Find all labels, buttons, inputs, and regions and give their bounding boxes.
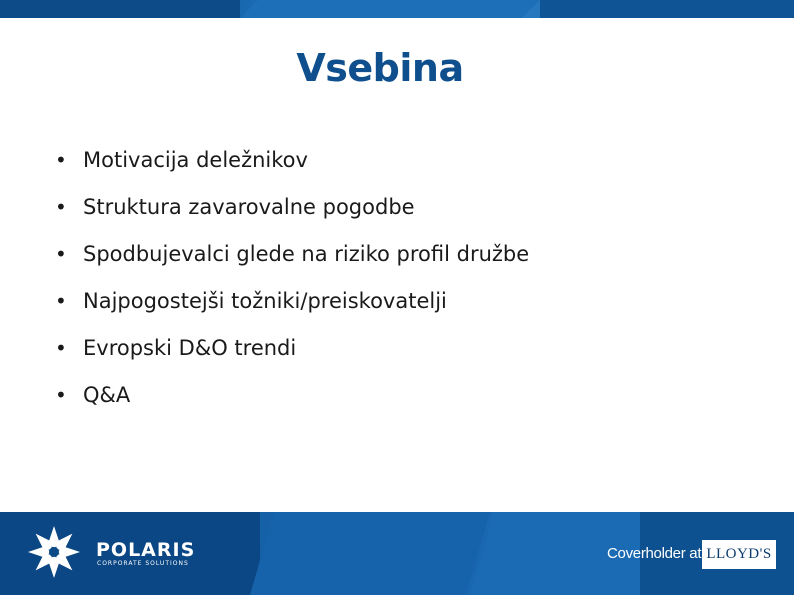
bullet-marker: •: [55, 288, 67, 313]
bullet-marker: •: [55, 241, 67, 266]
slide-title: Vsebina: [296, 46, 464, 90]
brand-name: POLARIS: [96, 539, 196, 561]
bullet-marker: •: [55, 194, 67, 219]
bullet-marker: •: [55, 147, 67, 172]
polaris-star-icon: [26, 524, 82, 580]
list-item-text: Najpogostejši tožniki/preiskovatelji: [83, 288, 447, 313]
list-item: [55, 324, 529, 371]
header-band: [0, 0, 794, 18]
coverholder-text: Coverholder at: [607, 545, 702, 562]
list-item-text: Motivacija deležnikov: [83, 147, 308, 172]
bullet-marker: •: [55, 335, 67, 360]
header-band-facet: [540, 0, 794, 18]
lloyds-logo: [702, 540, 776, 569]
header-band-facet: [240, 0, 540, 18]
list-item: [55, 277, 529, 324]
list-item: [55, 230, 529, 277]
header-band-facet: [0, 0, 240, 18]
list-item-text: Spodbujevalci glede na riziko profil družbe: [83, 241, 530, 266]
list-item: [55, 183, 529, 230]
lloyds-logo-text: LLOYD'S: [706, 546, 772, 562]
list-item-text: Q&A: [83, 382, 131, 407]
list-item-text: Struktura zavarovalne pogodbe: [83, 194, 415, 219]
list-item: [55, 136, 529, 183]
list-item: [55, 371, 529, 418]
list-item-text: Evropski D&O trendi: [83, 335, 297, 360]
bullet-list: [55, 136, 529, 418]
brand-tagline: CORPORATE SOLUTIONS: [97, 560, 189, 567]
bullet-marker: •: [55, 382, 67, 407]
footer-band-facet: [250, 512, 490, 595]
